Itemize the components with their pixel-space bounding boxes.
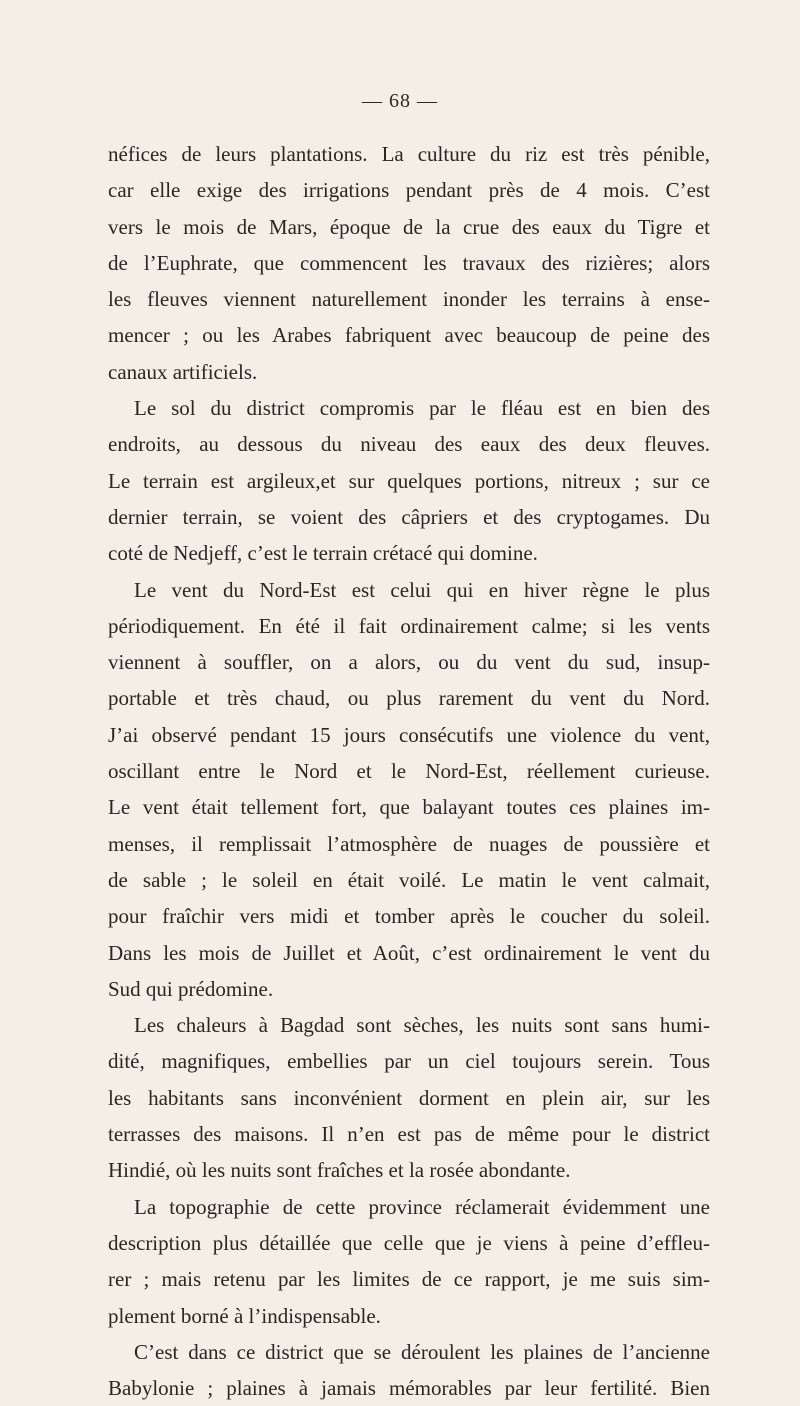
text-line: viennent à souffler, on a alors, ou du vent du sud, insup- — [108, 650, 710, 675]
text-line: La topographie de cette province réclamerait évidemment une — [134, 1194, 710, 1219]
text-line: Hindié, où les nuits sont fraîches et la rosée abondante. — [108, 1158, 571, 1183]
text-line: de l’Euphrate, que commencent les travaux des rizières; alors — [108, 250, 710, 275]
text-line: Dans les mois de Juillet et Août, c’est ordinairement le vent du — [108, 940, 710, 965]
text-line: Sud qui prédomine. — [108, 976, 274, 1001]
text-line: J’ai observé pendant 15 jours consécutifs une violence du vent, — [108, 722, 710, 747]
text-line: canaux artificiels. — [108, 359, 258, 384]
text-line: coté de Nedjeff, c’est le terrain crétacé qui domine. — [108, 541, 538, 566]
text-line: endroits, au dessous du niveau des eaux des deux fleuves. — [108, 432, 710, 457]
text-line: néfices de leurs plantations. La culture du riz est très pénible, — [108, 142, 710, 166]
text-line: les habitants sans inconvénient dorment en plein air, sur les — [108, 1085, 710, 1110]
text-line: terrasses des maisons. Il n’en est pas de même pour le district — [108, 1122, 710, 1147]
text-line: pour fraîchir vers midi et tomber après le coucher du soleil. — [108, 904, 710, 929]
text-line: Le terrain est argileux,et sur quelques portions, nitreux ; sur ce — [108, 468, 710, 493]
text-line: Le vent était tellement fort, que balayant toutes ces plaines im- — [108, 795, 710, 820]
text-line: mencer ; ou les Arabes fabriquent avec beaucoup de peine des — [108, 323, 710, 348]
text-line: C’est dans ce district que se déroulent les plaines de l’ancienne — [134, 1339, 710, 1364]
text-line: portable et très chaud, ou plus rarement du vent du Nord. — [108, 686, 710, 711]
text-line: Le sol du district compromis par le fléau est en bien des — [134, 396, 710, 421]
text-line: Le vent du Nord-Est est celui qui en hiver règne le plus — [134, 577, 710, 602]
text-line: Babylonie ; plaines à jamais mémorables par leur fertilité. Bien — [108, 1376, 710, 1401]
text-line: menses, il remplissait l’atmosphère de nuages de poussière et — [108, 831, 710, 856]
text-line: rer ; mais retenu par les limites de ce rapport, je me suis sim- — [108, 1267, 710, 1292]
text-line: car elle exige des irrigations pendant près de 4 mois. C’est — [108, 178, 710, 203]
text-line: dité, magnifiques, embellies par un ciel toujours serein. Tous — [108, 1049, 710, 1074]
page-number: — 68 — — [362, 90, 438, 112]
text-line: vers le mois de Mars, époque de la crue des eaux du Tigre et — [108, 214, 710, 239]
text-line: Les chaleurs à Bagdad sont sèches, les nuits sont sans humi- — [134, 1013, 710, 1038]
text-line: de sable ; le soleil en était voilé. Le matin le vent calmait, — [108, 867, 710, 892]
page-text — [108, 136, 710, 1406]
text-line: plement borné à l’indispensable. — [108, 1303, 381, 1328]
text-line: dernier terrain, se voient des câpriers et des cryptogames. Du — [108, 504, 710, 529]
text-line: les fleuves viennent naturellement inonder les terrains à ense- — [108, 287, 710, 312]
text-line: description plus détaillée que celle que je viens à peine d’effleu- — [108, 1230, 710, 1255]
text-line: oscillant entre le Nord et le Nord-Est, réellement curieuse. — [108, 759, 710, 784]
text-line: périodiquement. En été il fait ordinairement calme; si les vents — [108, 613, 710, 638]
